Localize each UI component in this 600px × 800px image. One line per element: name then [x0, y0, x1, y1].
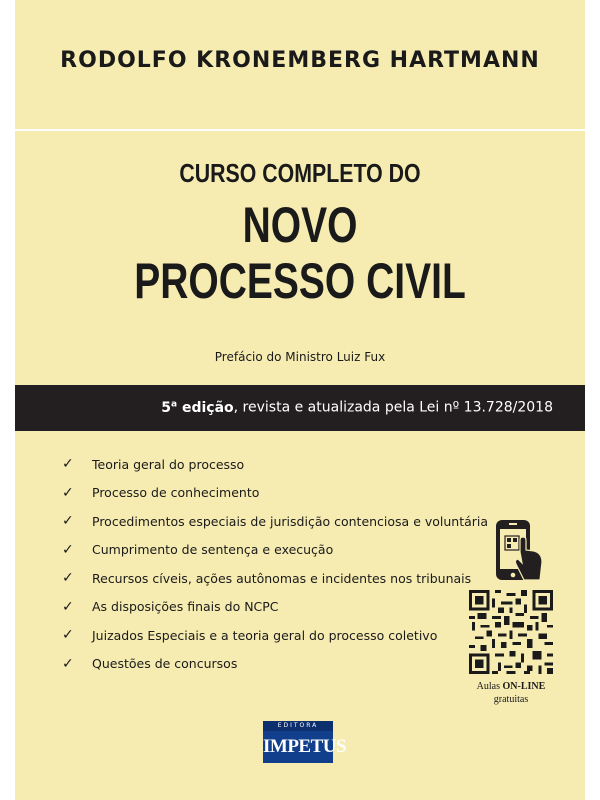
list-item [62, 621, 488, 650]
edition-word: edição [177, 399, 234, 416]
topic-label: Recursos cíveis, ações autônomas e incidentes nos tribunais [92, 570, 472, 586]
online-bold: ON-LINE [502, 681, 546, 692]
topic-label: Processo de conhecimento [92, 485, 260, 501]
check-icon: ✓ [62, 598, 74, 615]
list-item [62, 650, 488, 679]
list-item [62, 507, 488, 536]
online-classes-note [455, 680, 567, 706]
topic-label: As disposições finais do NCPC [92, 599, 279, 615]
author-name: RODOLFO KRONEMBERG HARTMANN [60, 48, 540, 73]
check-icon: ✓ [62, 655, 74, 672]
divider [15, 129, 585, 131]
check-icon: ✓ [62, 513, 74, 530]
topics-list [62, 450, 488, 678]
edition-number: 5 [161, 399, 172, 416]
list-item [62, 593, 488, 622]
online-line-2: gratuitas [493, 694, 529, 705]
check-icon: ✓ [62, 456, 74, 473]
list-item [62, 536, 488, 565]
title-prefix: CURSO COMPLETO DO [179, 158, 421, 188]
title-line-2: PROCESSO CIVIL [134, 253, 466, 309]
topic-label: Cumprimento de sentença e execução [92, 542, 334, 558]
qr-code [469, 590, 553, 674]
book-cover [15, 0, 585, 800]
publisher-label: EDITORA [263, 721, 333, 731]
list-item [62, 564, 488, 593]
online-line-1 [455, 680, 567, 693]
publisher-logo [263, 721, 347, 763]
check-icon: ✓ [62, 570, 74, 587]
check-icon: ✓ [62, 484, 74, 501]
check-icon: ✓ [62, 627, 74, 644]
check-icon: ✓ [62, 541, 74, 558]
topic-label: Questões de concursos [92, 656, 238, 672]
phone-qr-scan-icon [494, 518, 560, 586]
edition-bar [15, 385, 585, 431]
topic-label: Procedimentos especiais de jurisdição contenciosa e voluntária [92, 513, 489, 529]
edition-ordinal: a [171, 399, 178, 409]
edition-details: , revista e atualizada pela Lei nº 13.728/2018 [233, 399, 553, 416]
list-item [62, 450, 488, 479]
title-line-1: NOVO [242, 197, 358, 253]
edition-text [161, 399, 553, 416]
topic-label: Teoria geral do processo [92, 456, 245, 472]
preface-credit: Prefácio do Ministro Luiz Fux [214, 350, 386, 364]
publisher-name: IMPETUS [263, 731, 333, 763]
topic-label: Juizados Especiais e a teoria geral do processo coletivo [92, 627, 438, 643]
online-prefix: Aulas [476, 681, 503, 692]
list-item [62, 479, 488, 508]
